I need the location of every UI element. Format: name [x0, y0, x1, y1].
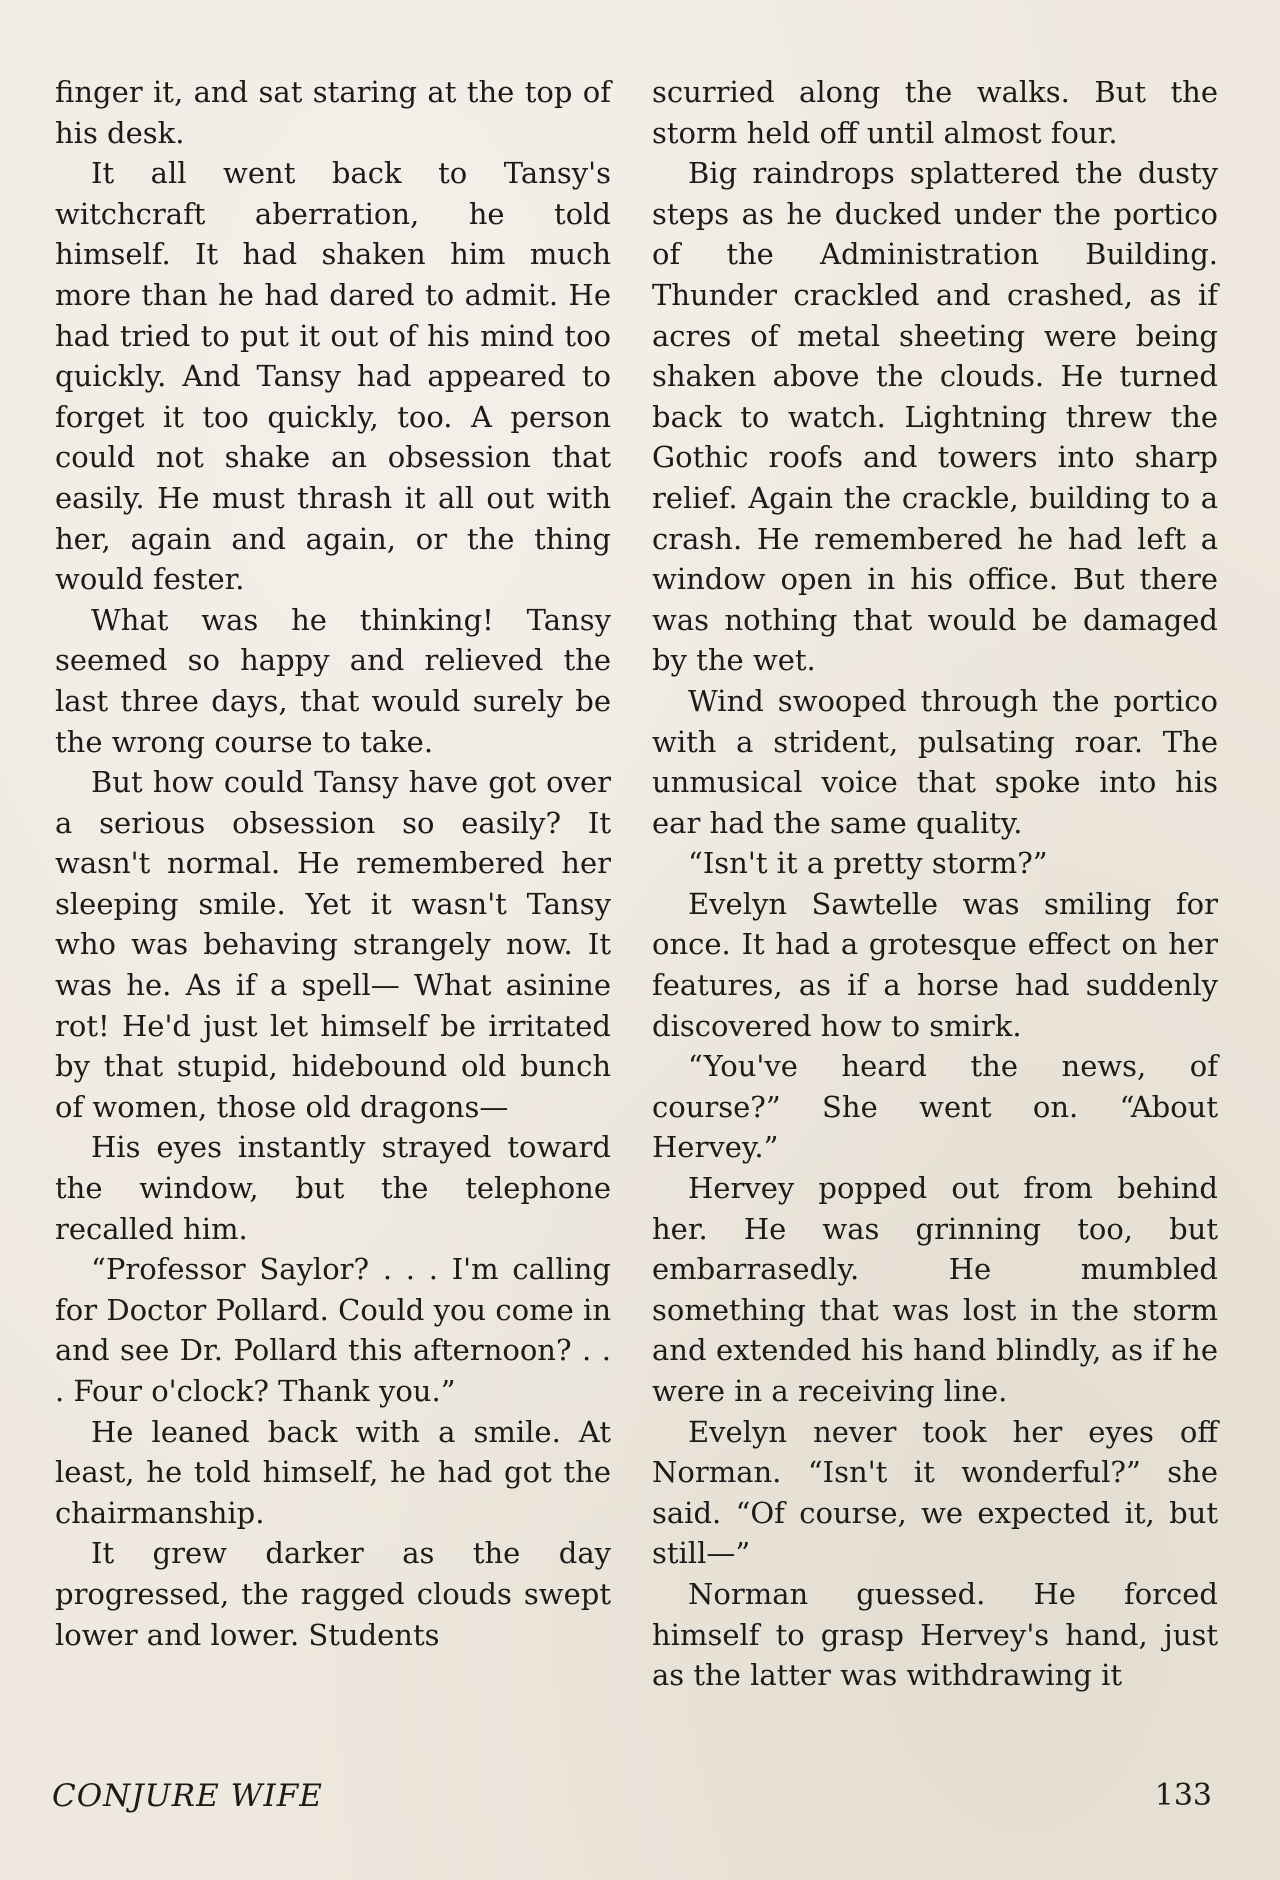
paragraph: It grew darker as the day progressed, the ragged clouds swept lower and lower. Students — [55, 1536, 611, 1652]
paragraph: But how could Tansy have got over a serious obsession so easily? It wasn't normal. He remembered her sleeping smile. Yet it wasn't Tansy who was behaving strangely now. It was he. As if a spell— What asinine rot! He'd just let himself be irritated by that stupid, hidebound old bunch of women, those old dragons— — [55, 765, 611, 1124]
paragraph: He leaned back with a smile. At least, he told himself, he had got the chairmanship. — [55, 1414, 611, 1530]
paragraph: Norman guessed. He forced himself to grasp Hervey's hand, just as the latter was withdrawing it — [652, 1576, 1218, 1693]
paragraph: What was he thinking! Tansy seemed so happy and relieved the last three days, that would surely be the wrong course to take. — [55, 602, 611, 759]
paragraph: finger it, and sat staring at the top of his desk. — [55, 75, 611, 150]
paragraph: Evelyn Sawtelle was smiling for once. It had a grotesque effect on her features, as if a horse had suddenly discovered how to smirk. — [652, 886, 1218, 1043]
paragraph: Big raindrops splattered the dusty steps as he ducked under the portico of the Administration Building. Thunder crackled and crashed, as if acres of metal sheeting were being shaken above the clouds. He turned back to watch. Lightning threw the Gothic roofs and towers into sharp relief. Again the crackle, building to a crash. He remembered he had left a window open in his office. But there was nothing that would be damaged by the wet. — [652, 156, 1218, 678]
paragraph: Hervey popped out from behind her. He was grinning too, but embarrasedly. He mumbled something that was lost in the storm and extended his hand blindly, as if he were in a receiving line. — [652, 1171, 1218, 1408]
running-title: CONJURE WIFE — [52, 1778, 323, 1814]
paragraph: It all went back to Tansy's witchcraft aberration, he told himself. It had shaken him much more than he had dared to admit. He had tried to put it out of his mind too quickly. And Tansy had appeared to forget it too quickly, too. A person could not shake an obsession that easily. He must thrash it all out with her, again and again, or the thing would fester. — [55, 156, 611, 597]
left-column — [55, 72, 611, 1655]
paragraph: His eyes instantly strayed toward the window, but the telephone recalled him. — [55, 1130, 611, 1246]
paragraph: Evelyn never took her eyes off Norman. “Isn't it wonderful?” she said. “Of course, we expected it, but still—” — [652, 1414, 1218, 1571]
paragraph: “Professor Saylor? . . . I'm calling for Doctor Pollard. Could you come in and see Dr. Pollard this afternoon? . . . Four o'clock? Thank you.” — [55, 1252, 611, 1408]
paragraph: Wind swooped through the portico with a strident, pulsating roar. The unmusical voice that spoke into his ear had the same quality. — [652, 683, 1218, 840]
right-column — [652, 72, 1218, 1696]
paragraph: “Isn't it a pretty storm?” — [688, 846, 1048, 881]
page-number: 133 — [1154, 1778, 1212, 1813]
paragraph: “You've heard the news, of course?” She went on. “About Hervey.” — [652, 1049, 1218, 1165]
paragraph: scurried along the walks. But the storm held off until almost four. — [652, 75, 1218, 150]
